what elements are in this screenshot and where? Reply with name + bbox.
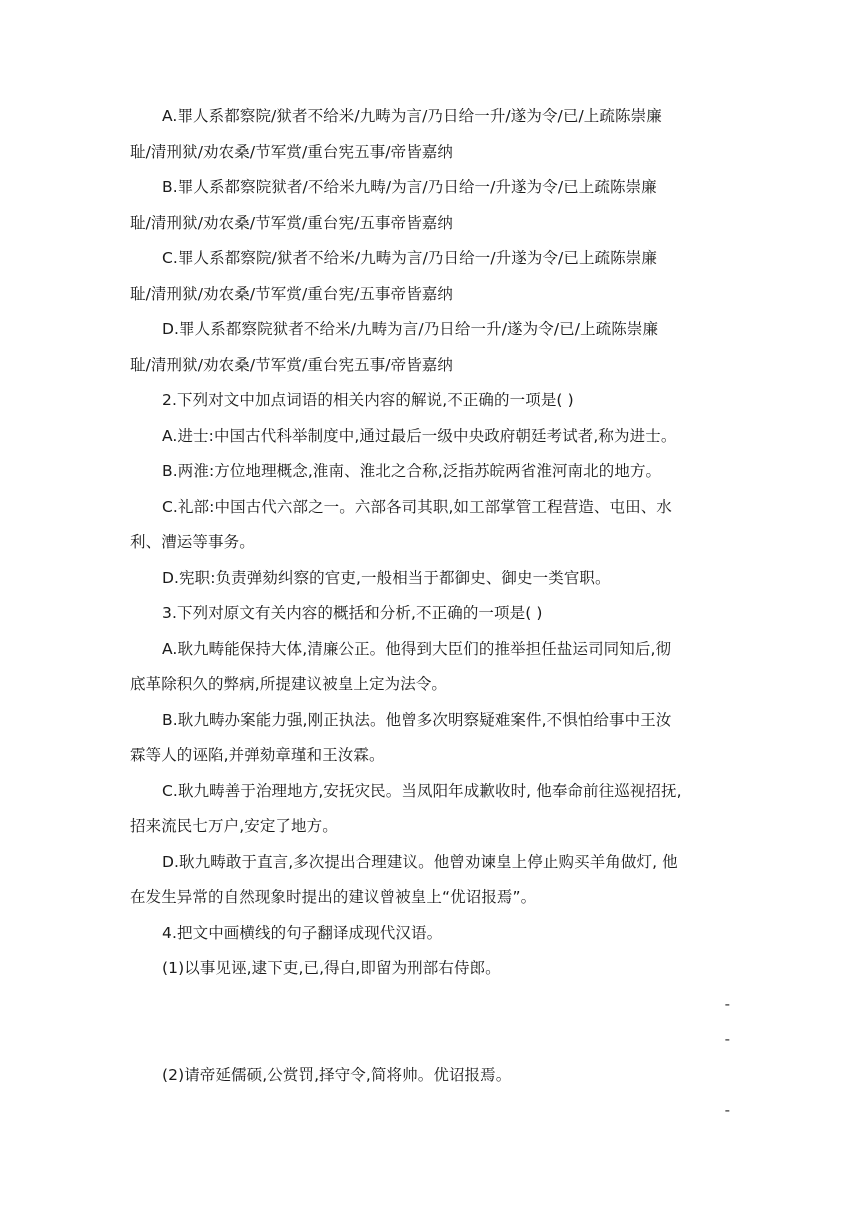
q2-stem: 2.下列对文中加点词语的相关内容的解说,不正确的一项是( ) — [162, 391, 574, 409]
q3-option-b-line1: B.耿九畴办案能力强,刚正执法。他曾多次明察疑难案件,不惧怕给事中王汝 — [162, 710, 672, 729]
q3-option-d-line2: 在发生异常的自然现象时提出的建议曾被皇上“优诏报焉”。 — [130, 888, 537, 906]
q1-option-a-line1: A.罪人系都察院/狱者不给米/九畴为言/乃日给一升/遂为令/已/上疏陈崇廉 — [162, 107, 662, 125]
q1-option-b-line2: 耻/清刑狱/劝农桑/节军赏/重台宪/五事帝皆嘉纳 — [130, 213, 454, 232]
q1-option-c-line1: C.罪人系都察院/狱者不给米/九畴为言/乃日给一/升遂为令/已上疏陈崇廉 — [162, 249, 657, 267]
q3-option-d-line1: D.耿九畴敢于直言,多次提出合理建议。他曾劝谏皇上停止购买羊角做灯, 他 — [162, 852, 678, 871]
q1-option-b-line1: B.罪人系都察院狱者/不给米九畴/为言/乃日给一/升遂为令/已上疏陈崇廉 — [162, 178, 657, 196]
q4-item-2: (2)请帝延儒硕,公赏罚,择守令,简将帅。优诏报焉。 — [162, 1065, 512, 1084]
q1-option-c-line2: 耻/清刑狱/劝农桑/节军赏/重台宪/五事帝皆嘉纳 — [130, 284, 454, 303]
q3-option-a-line1: A.耿九畴能保持大体,清廉公正。他得到大臣们的推举担任盐运司同知后,彻 — [162, 639, 672, 658]
q3-stem: 3.下列对原文有关内容的概括和分析,不正确的一项是( ) — [162, 604, 543, 622]
q1-option-d-line1: D.罪人系都察院狱者不给米/九畴为言/乃日给一升/遂为令/已/上疏陈崇廉 — [162, 320, 659, 338]
q3-option-c-line2: 招来流民七万户,安定了地方。 — [130, 817, 338, 835]
answer-dash: - — [724, 1030, 730, 1048]
q3-option-a-line2: 底革除积久的弊病,所提建议被皇上定为法令。 — [130, 675, 448, 693]
document-content — [130, 99, 730, 1129]
q2-option-c-line1: C.礼部:中国古代六部之一。六部各司其职,如工部掌管工程营造、屯田、水 — [162, 497, 672, 516]
q2-option-b: B.两淮:方位地理概念,淮南、淮北之合称,泛指苏皖两省淮河南北的地方。 — [162, 462, 662, 480]
q4-answer-line-3[interactable] — [130, 1093, 730, 1129]
q3-option-c-line1: C.耿九畴善于治理地方,安抚灾民。当凤阳年成歉收时, 他奉命前往巡视招抚, — [162, 781, 682, 800]
q1-option-d-line2: 耻/清刑狱/劝农桑/节军赏/重台宪五事/帝皆嘉纳 — [130, 355, 454, 374]
q2-option-d: D.宪职:负责弹劾纠察的官吏,一般相当于都御史、御史一类官职。 — [162, 568, 611, 587]
q2-option-c-line2: 利、漕运等事务。 — [130, 533, 255, 551]
answer-dash: - — [724, 994, 730, 1013]
q4-answer-line-1[interactable] — [130, 987, 730, 1023]
answer-dash: - — [724, 1101, 730, 1119]
q1-option-a-line2: 耻/清刑狱/劝农桑/节军赏/重台宪五事/帝皆嘉纳 — [130, 142, 454, 161]
q3-option-b-line2: 霖等人的诬陷,并弹劾章瑾和王汝霖。 — [130, 746, 385, 764]
q4-answer-line-2[interactable] — [130, 1022, 730, 1058]
q2-option-a: A.进士:中国古代科举制度中,通过最后一级中央政府朝廷考试者,称为进士。 — [162, 426, 677, 445]
q4-stem: 4.把文中画横线的句子翻译成现代汉语。 — [162, 923, 443, 942]
q4-item-1: (1)以事见诬,逮下吏,已,得白,即留为刑部右侍郎。 — [162, 959, 501, 977]
